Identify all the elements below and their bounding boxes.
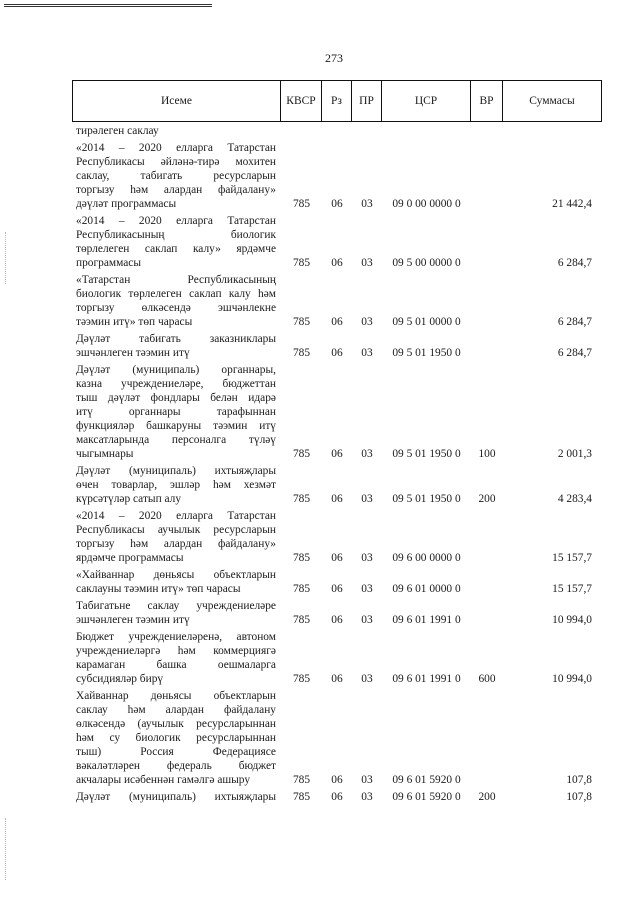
name-line: һәм су биологик ресурсларыннан <box>76 732 276 744</box>
name-line: Дәүләт (муниципаль) ихтыяҗлары <box>76 465 276 477</box>
name-line: казна учреждениеләре, бюджеттан <box>76 378 276 390</box>
pr-cell: 03 <box>361 448 373 460</box>
name-line: программасы <box>76 257 142 269</box>
sum-cell: 2 001,3 <box>557 448 592 460</box>
csr-cell: 09 6 01 5920 0 <box>392 791 461 803</box>
name-line: торгызу өлкәсендә эшчәнлекне <box>76 302 276 314</box>
row-name <box>72 568 281 596</box>
scan-artifact <box>5 818 6 880</box>
name-line: функцияләр башкаруны тәэмин итү <box>76 420 276 432</box>
name-line: Республикасы аучылык ресурсларын <box>76 524 276 536</box>
rz-cell: 06 <box>331 198 343 210</box>
table-row <box>72 141 602 211</box>
row-name <box>72 630 281 686</box>
name-line: дәүләт программасы <box>76 198 177 210</box>
rz-cell: 06 <box>331 791 343 803</box>
vr-cell: 600 <box>478 673 496 685</box>
pr-cell: 03 <box>361 257 373 269</box>
row-name <box>72 332 281 360</box>
name-line: чыгымнары <box>76 448 134 460</box>
rz-cell: 06 <box>331 347 343 359</box>
row-name <box>72 464 281 506</box>
rz-cell: 06 <box>331 316 343 328</box>
rz-cell: 06 <box>331 257 343 269</box>
name-line: «2014 – 2020 елларга Татарстан <box>76 215 276 227</box>
vr-cell <box>471 773 503 787</box>
sum-cell: 15 157,7 <box>552 583 592 595</box>
sum-cell: 6 284,7 <box>557 316 592 328</box>
pr-cell: 03 <box>361 198 373 210</box>
table-row <box>72 124 602 138</box>
name-line: Республикасы әйләнә-тирә мохитен <box>76 156 276 168</box>
name-line: «2014 – 2020 елларга Татарстан <box>76 510 276 522</box>
name-line: карамаган башка оешмаларга <box>76 659 276 671</box>
name-line: итү органнары тарафыннан <box>76 406 276 418</box>
row-name <box>72 509 281 565</box>
name-line: Хайваннар дөньясы объектларын <box>76 690 276 702</box>
name-line: саклау һәм алардан файдалану <box>76 704 276 716</box>
vr-cell <box>471 197 503 211</box>
header-vr: ВР <box>471 81 503 121</box>
kvsr-cell: 785 <box>292 316 311 328</box>
rz-cell: 06 <box>331 448 343 460</box>
csr-cell: 09 5 01 1950 0 <box>392 448 461 460</box>
pr-cell: 03 <box>361 673 373 685</box>
csr-cell: 09 0 00 0000 0 <box>392 198 461 210</box>
rz-cell: 06 <box>331 552 343 564</box>
sum-cell: 21 442,4 <box>552 198 592 210</box>
kvsr-cell: 785 <box>292 493 311 505</box>
pr-cell: 03 <box>361 316 373 328</box>
row-name <box>72 273 281 329</box>
table-row <box>72 599 602 627</box>
kvsr-cell: 785 <box>292 614 311 626</box>
rz-cell: 06 <box>331 673 343 685</box>
top-rule <box>4 6 212 7</box>
csr-cell: 09 6 01 0000 0 <box>392 583 461 595</box>
csr-cell: 09 6 01 1991 0 <box>392 673 461 685</box>
page-number: 273 <box>325 51 343 65</box>
name-line: «Татарстан Республикасының <box>76 274 276 286</box>
csr-cell: 09 5 01 1950 0 <box>392 493 461 505</box>
table-row <box>72 332 602 360</box>
csr-cell: 09 6 00 0000 0 <box>392 552 461 564</box>
kvsr-cell: 785 <box>292 791 311 803</box>
kvsr-cell: 785 <box>292 774 311 786</box>
kvsr-cell: 785 <box>292 347 311 359</box>
name-line: «2014 – 2020 елларга Татарстан <box>76 142 276 154</box>
name-line: Дәүләт (муниципаль) ихтыяҗлары <box>76 791 276 803</box>
header-name: Исеме <box>73 81 281 121</box>
vr-cell <box>471 551 503 565</box>
name-line: тыш) Россия Федерациясе <box>76 746 276 758</box>
name-line: Бюджет учреждениеләренә, автоном <box>76 631 276 643</box>
name-line: торгызу һәм алардан файдалану» <box>76 184 276 196</box>
name-line: өчен товарлар, эшләр һәм хезмәт <box>76 479 276 491</box>
vr-cell: 100 <box>478 448 496 460</box>
name-line: максатларында персоналга түләү <box>76 434 276 446</box>
kvsr-cell: 785 <box>292 583 311 595</box>
name-line: саклауны тәэмин итү» төп чарасы <box>76 583 241 595</box>
pr-cell: 03 <box>361 552 373 564</box>
sum-cell: 15 157,7 <box>552 552 592 564</box>
table-header <box>72 80 602 122</box>
rz-cell: 06 <box>331 614 343 626</box>
vr-cell: 200 <box>478 791 496 803</box>
name-line: торгызу һәм алардан файдалану» <box>76 538 276 550</box>
sum-cell: 107,8 <box>566 791 592 803</box>
kvsr-cell: 785 <box>292 198 311 210</box>
vr-cell <box>471 256 503 270</box>
csr-cell: 09 5 01 1950 0 <box>392 347 461 359</box>
header-csr: ЦСР <box>382 81 471 121</box>
vr-cell: 200 <box>478 493 496 505</box>
header-rz: Рз <box>322 81 352 121</box>
name-line: саклау, табигать ресурсларын <box>76 170 276 182</box>
csr-cell: 09 6 01 1991 0 <box>392 614 461 626</box>
name-line: учреждениеләргә һәм коммерциягә <box>76 645 276 657</box>
name-line: Дәүләт табигать заказниклары <box>76 333 276 345</box>
table-row <box>72 568 602 596</box>
row-name <box>72 790 281 804</box>
table-row <box>72 214 602 270</box>
table-row <box>72 790 602 804</box>
table-row <box>72 363 602 461</box>
vr-cell <box>471 582 503 596</box>
vr-cell <box>471 346 503 360</box>
pr-cell: 03 <box>361 493 373 505</box>
csr-cell: 09 5 00 0000 0 <box>392 257 461 269</box>
header-pr: ПР <box>352 81 382 121</box>
csr-cell: 09 6 01 5920 0 <box>392 774 461 786</box>
kvsr-cell: 785 <box>292 257 311 269</box>
sum-cell: 10 994,0 <box>552 614 592 626</box>
kvsr-cell: 785 <box>292 448 311 460</box>
row-name <box>72 141 281 211</box>
sum-cell: 10 994,0 <box>552 673 592 685</box>
kvsr-cell: 785 <box>292 552 311 564</box>
name-line: Республикасының биологик <box>76 229 276 241</box>
name-line: ярдәмче программасы <box>76 552 184 564</box>
row-name <box>72 363 281 461</box>
name-line: эшчәнлеген тәэмин итү <box>76 347 190 359</box>
name-line: өлкәсендә (аучылык ресурсларыннан <box>76 718 276 730</box>
vr-cell <box>471 613 503 627</box>
name-line: Дәүләт (муниципаль) органнары, <box>76 364 276 376</box>
name-line: эшчәнлеген тәэмин итү <box>76 614 190 626</box>
row-name <box>72 124 281 138</box>
pr-cell: 03 <box>361 774 373 786</box>
row-name <box>72 689 281 787</box>
scan-artifact <box>5 232 6 284</box>
sum-cell: 6 284,7 <box>557 257 592 269</box>
sum-cell: 4 283,4 <box>557 493 592 505</box>
row-name <box>72 599 281 627</box>
name-line: тирәлеген саклау <box>76 125 159 137</box>
sum-cell: 107,8 <box>566 774 592 786</box>
name-line: акчалары исәбеннән гамәлгә ашыру <box>76 774 251 786</box>
table-row <box>72 464 602 506</box>
name-line: тыш дәүләт фондлары белән идарә <box>76 392 276 404</box>
header-kvsr: КВСР <box>281 81 322 121</box>
row-name <box>72 214 281 270</box>
name-line: вәкаләтләрен федераль бюджет <box>76 760 276 772</box>
table-row <box>72 273 602 329</box>
kvsr-cell: 785 <box>292 673 311 685</box>
pr-cell: 03 <box>361 583 373 595</box>
name-line: тәэмин итү» төп чарасы <box>76 316 193 328</box>
pr-cell: 03 <box>361 791 373 803</box>
pr-cell: 03 <box>361 347 373 359</box>
top-rule <box>4 4 212 5</box>
table-row <box>72 630 602 686</box>
table-row <box>72 509 602 565</box>
rz-cell: 06 <box>331 774 343 786</box>
name-line: Табигатьне саклау учреждениеләре <box>76 600 276 612</box>
rz-cell: 06 <box>331 493 343 505</box>
vr-cell <box>471 315 503 329</box>
table-row <box>72 689 602 787</box>
name-line: субсидияләр бирү <box>76 673 164 685</box>
table-body <box>72 124 602 807</box>
csr-cell: 09 5 01 0000 0 <box>392 316 461 328</box>
name-line: биологик төрлелеген саклап калу һәм <box>76 288 276 300</box>
name-line: күрсәтүләр сатып алу <box>76 493 182 505</box>
sum-cell: 6 284,7 <box>557 347 592 359</box>
name-line: «Хайваннар дөньясы объектларын <box>76 569 276 581</box>
pr-cell: 03 <box>361 614 373 626</box>
name-line: төрлелеген саклап калу» ярдәмче <box>76 243 276 255</box>
header-sum: Суммасы <box>529 95 575 107</box>
rz-cell: 06 <box>331 583 343 595</box>
